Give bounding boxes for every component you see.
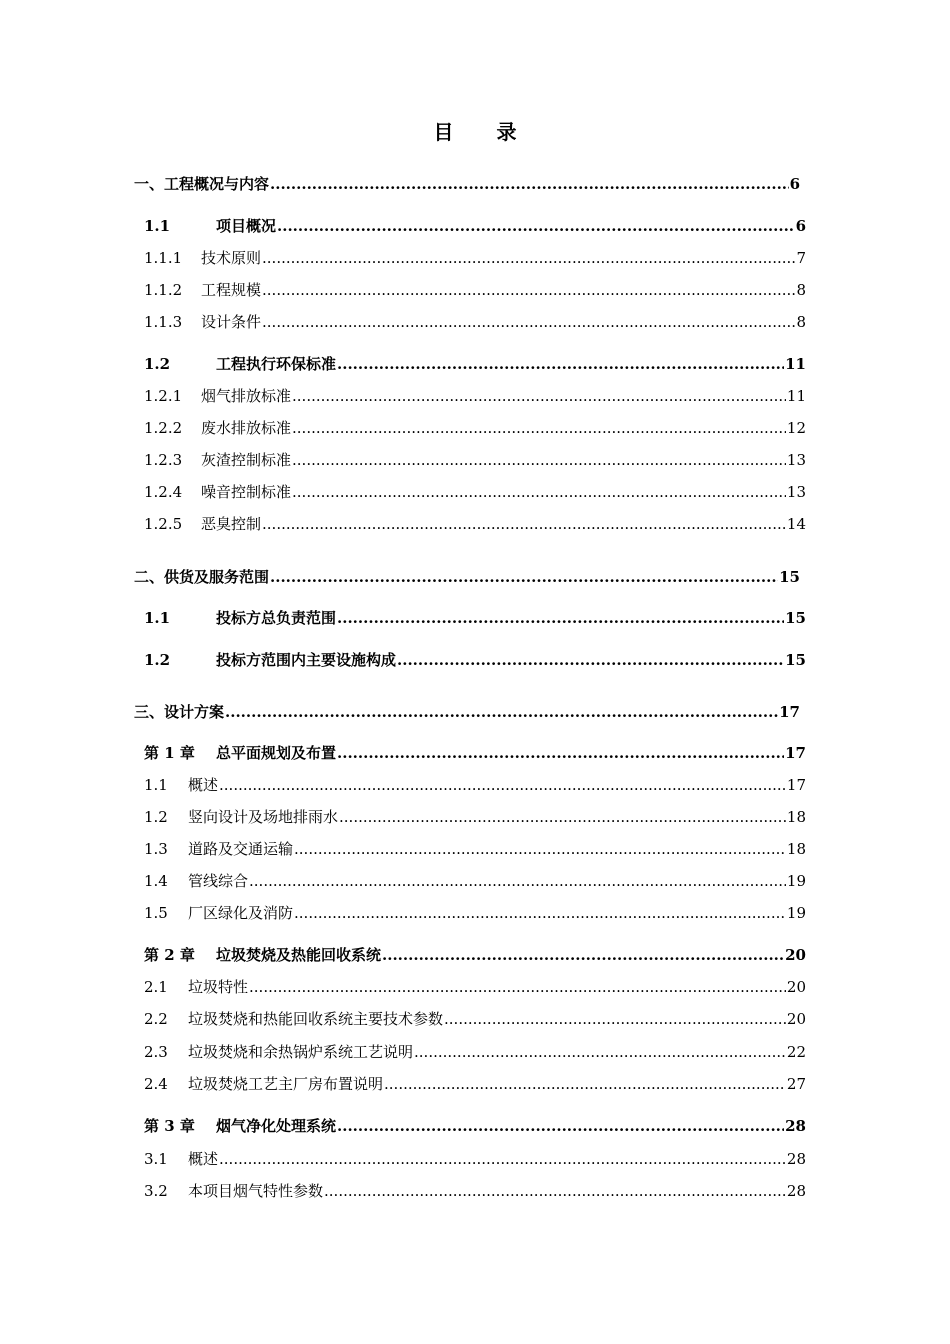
toc-dot-leader bbox=[339, 806, 786, 828]
toc-entry-page: 15 bbox=[785, 609, 806, 627]
toc-entry-number: 1.2 bbox=[144, 355, 171, 373]
toc-dot-leader bbox=[294, 902, 786, 924]
toc-dot-leader bbox=[337, 742, 784, 764]
toc-entry-number: 3.1 bbox=[144, 1150, 168, 1168]
toc-entry[interactable] bbox=[144, 1008, 806, 1030]
toc-entry-number: 1.1 bbox=[144, 776, 168, 794]
toc-entry[interactable] bbox=[134, 173, 800, 195]
toc-entry[interactable] bbox=[144, 215, 806, 237]
toc-dot-leader bbox=[444, 1008, 786, 1030]
toc-entry-number: 第 3 章 bbox=[144, 1117, 195, 1135]
toc-entry-page: 19 bbox=[786, 904, 806, 922]
toc-entry-title: 垃圾特性 bbox=[188, 978, 249, 996]
toc-entry[interactable] bbox=[144, 1041, 806, 1063]
toc-entry-page: 6 bbox=[789, 175, 800, 193]
toc-entry[interactable] bbox=[144, 1073, 806, 1095]
toc-entry[interactable] bbox=[144, 902, 806, 924]
toc-entry-page: 8 bbox=[796, 281, 806, 299]
toc-entry[interactable] bbox=[144, 1148, 806, 1170]
toc-dot-leader bbox=[382, 944, 784, 966]
toc-entry-number: 第 2 章 bbox=[144, 946, 195, 964]
toc-entry-title: 灰渣控制标准 bbox=[201, 451, 292, 469]
toc-dot-leader bbox=[277, 215, 795, 237]
toc-entry[interactable] bbox=[144, 417, 806, 439]
toc-dot-leader bbox=[270, 566, 778, 588]
toc-entry-number: 1.1 bbox=[144, 609, 171, 627]
toc-entry-number: 1.5 bbox=[144, 904, 168, 922]
toc-dot-leader bbox=[292, 481, 786, 503]
toc-entry-title: 投标方总负责范围 bbox=[216, 609, 337, 627]
toc-entry-page: 6 bbox=[795, 217, 806, 235]
toc-entry[interactable] bbox=[144, 353, 806, 375]
toc-entry-page: 14 bbox=[786, 515, 806, 533]
toc-dot-leader bbox=[219, 774, 786, 796]
toc-entry-title: 烟气排放标准 bbox=[201, 387, 292, 405]
toc-entry-page: 18 bbox=[786, 840, 806, 858]
toc-dot-leader bbox=[262, 311, 795, 333]
toc-entry-title: 噪音控制标准 bbox=[201, 483, 292, 501]
toc-entry-title: 废水排放标准 bbox=[201, 419, 292, 437]
toc-entry-page: 20 bbox=[785, 946, 806, 964]
toc-entry-title: 厂区绿化及消防 bbox=[188, 904, 294, 922]
toc-entry-title: 投标方范围内主要设施构成 bbox=[216, 651, 397, 669]
toc-entry-number: 2.2 bbox=[144, 1010, 168, 1028]
toc-entry-page: 27 bbox=[786, 1075, 806, 1093]
toc-entry-title: 三、设计方案 bbox=[134, 703, 225, 721]
toc-entry-page: 17 bbox=[785, 744, 806, 762]
toc-entry-number: 2.4 bbox=[144, 1075, 168, 1093]
toc-entry-number: 第 1 章 bbox=[144, 744, 195, 762]
toc-entry-page: 28 bbox=[786, 1150, 806, 1168]
toc-entry-number: 1.1.2 bbox=[144, 281, 183, 299]
toc-entry[interactable] bbox=[144, 607, 806, 629]
toc-entry-number: 1.2.4 bbox=[144, 483, 183, 501]
toc-entry-number: 1.2 bbox=[144, 651, 171, 669]
toc-entry[interactable] bbox=[134, 701, 800, 723]
toc-dot-leader bbox=[219, 1148, 786, 1170]
toc-dot-leader bbox=[397, 649, 784, 671]
toc-entry-page: 28 bbox=[786, 1182, 806, 1200]
toc-entry-title: 烟气净化处理系统 bbox=[216, 1117, 337, 1135]
toc-entry-number: 1.1.1 bbox=[144, 249, 183, 267]
toc-entry-title: 垃圾焚烧和热能回收系统主要技术参数 bbox=[188, 1010, 444, 1028]
toc-entry-page: 13 bbox=[786, 451, 806, 469]
toc-entry-number: 1.2.5 bbox=[144, 515, 183, 533]
toc-entry-page: 11 bbox=[785, 355, 806, 373]
toc-entry-title: 恶臭控制 bbox=[201, 515, 262, 533]
toc-entry[interactable] bbox=[134, 566, 800, 588]
toc-entry-title: 本项目烟气特性参数 bbox=[188, 1182, 324, 1200]
toc-entry-number: 1.3 bbox=[144, 840, 168, 858]
toc-entry-title: 一、工程概况与内容 bbox=[134, 175, 270, 193]
toc-entry-number: 1.4 bbox=[144, 872, 168, 890]
toc-dot-leader bbox=[292, 449, 786, 471]
toc-entry-title: 道路及交通运输 bbox=[188, 840, 294, 858]
toc-entry-number: 1.2.3 bbox=[144, 451, 183, 469]
toc-entry-page: 28 bbox=[785, 1117, 806, 1135]
toc-dot-leader bbox=[414, 1041, 786, 1063]
toc-dot-leader bbox=[270, 173, 789, 195]
toc-entry[interactable] bbox=[144, 742, 806, 764]
toc-entry-number: 1.2 bbox=[144, 808, 168, 826]
toc-entry-title: 垃圾焚烧和余热锅炉系统工艺说明 bbox=[188, 1043, 414, 1061]
toc-entry[interactable] bbox=[144, 513, 806, 535]
toc-dot-leader bbox=[262, 279, 795, 301]
toc-entry-page: 8 bbox=[796, 313, 806, 331]
toc-dot-leader bbox=[262, 513, 786, 535]
toc-entry-number: 2.3 bbox=[144, 1043, 168, 1061]
toc-entry[interactable] bbox=[144, 1180, 806, 1202]
toc-entry-page: 20 bbox=[786, 978, 806, 996]
toc-entry-number: 2.1 bbox=[144, 978, 168, 996]
toc-entry-number: 1.2.2 bbox=[144, 419, 183, 437]
toc-entry-title: 概述 bbox=[188, 1150, 219, 1168]
toc-dot-leader bbox=[225, 701, 778, 723]
toc-entry[interactable] bbox=[144, 481, 806, 503]
toc-entry-page: 15 bbox=[785, 651, 806, 669]
toc-dot-leader bbox=[262, 247, 795, 269]
toc-dot-leader bbox=[337, 1115, 784, 1137]
toc-dot-leader bbox=[249, 976, 786, 998]
toc-entry-number: 1.1 bbox=[144, 217, 171, 235]
toc-entry[interactable] bbox=[144, 838, 806, 860]
toc-entry[interactable] bbox=[144, 385, 806, 407]
toc-entry-page: 17 bbox=[786, 776, 806, 794]
toc-entry-title: 概述 bbox=[188, 776, 219, 794]
toc-dot-leader bbox=[292, 417, 786, 439]
toc-entry-title: 竖向设计及场地排雨水 bbox=[188, 808, 339, 826]
toc-title: 目 录 bbox=[433, 120, 535, 144]
toc-entry[interactable] bbox=[144, 976, 806, 998]
toc-entry-page: 13 bbox=[786, 483, 806, 501]
toc-entry[interactable] bbox=[144, 311, 806, 333]
toc-entry-title: 设计条件 bbox=[201, 313, 262, 331]
toc-entry-page: 22 bbox=[786, 1043, 806, 1061]
toc-dot-leader bbox=[324, 1180, 786, 1202]
toc-entry[interactable] bbox=[144, 247, 806, 269]
toc-entry[interactable] bbox=[144, 870, 806, 892]
toc-entry[interactable] bbox=[144, 649, 806, 671]
toc-entry-page: 17 bbox=[779, 703, 800, 721]
toc-entry-page: 20 bbox=[786, 1010, 806, 1028]
toc-dot-leader bbox=[294, 838, 786, 860]
toc-dot-leader bbox=[292, 385, 786, 407]
toc-entry-title: 管线综合 bbox=[188, 872, 249, 890]
toc-entry-page: 7 bbox=[796, 249, 806, 267]
toc-dot-leader bbox=[249, 870, 786, 892]
toc-entry-title: 工程规模 bbox=[201, 281, 262, 299]
toc-entry-page: 11 bbox=[786, 387, 806, 405]
toc-entry-title: 技术原则 bbox=[201, 249, 262, 267]
toc-entry-title: 垃圾焚烧工艺主厂房布置说明 bbox=[188, 1075, 384, 1093]
toc-entry-page: 19 bbox=[786, 872, 806, 890]
toc-entry-number: 3.2 bbox=[144, 1182, 168, 1200]
toc-entry[interactable] bbox=[144, 944, 806, 966]
toc-entry-number: 1.1.3 bbox=[144, 313, 183, 331]
toc-entry-page: 18 bbox=[786, 808, 806, 826]
toc-entry-title: 总平面规划及布置 bbox=[216, 744, 337, 762]
toc-entry[interactable] bbox=[144, 1115, 806, 1137]
toc-entry[interactable] bbox=[144, 279, 806, 301]
toc-entry-title: 垃圾焚烧及热能回收系统 bbox=[216, 946, 382, 964]
toc-entry-title: 项目概况 bbox=[216, 217, 277, 235]
toc-entry-title: 工程执行环保标准 bbox=[216, 355, 337, 373]
toc-dot-leader bbox=[337, 353, 784, 375]
toc-entry[interactable] bbox=[144, 774, 806, 796]
toc-dot-leader bbox=[384, 1073, 786, 1095]
toc-entry-page: 15 bbox=[779, 568, 800, 586]
toc-dot-leader bbox=[337, 607, 784, 629]
toc-entry-page: 12 bbox=[786, 419, 806, 437]
toc-entry-title: 二、供货及服务范围 bbox=[134, 568, 270, 586]
toc-entry-number: 1.2.1 bbox=[144, 387, 183, 405]
toc-entry[interactable] bbox=[144, 806, 806, 828]
toc-entry[interactable] bbox=[144, 449, 806, 471]
